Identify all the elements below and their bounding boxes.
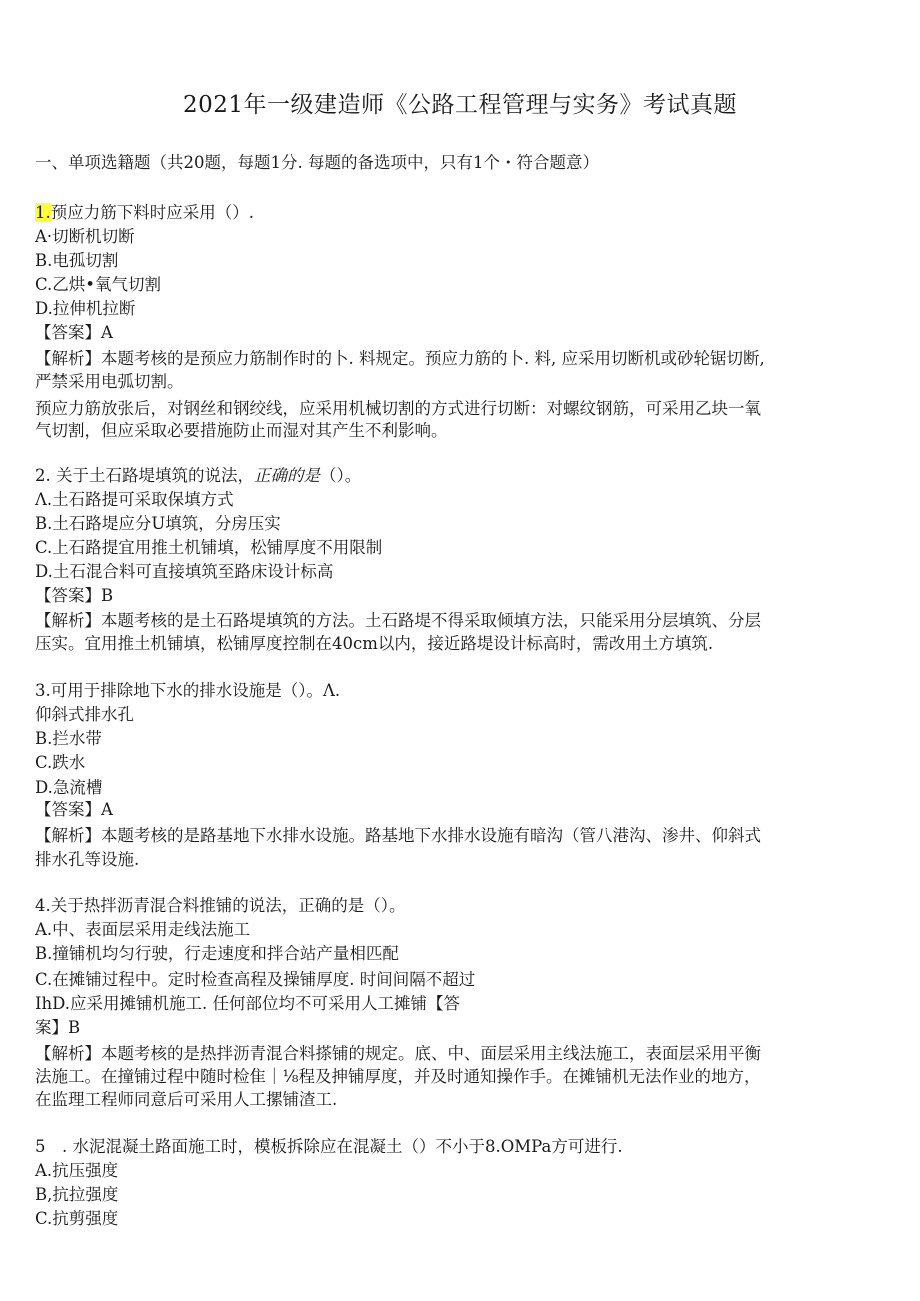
question-2-emphasis: 正确的是 [254,466,320,485]
question-3-option-b: B.拦水带 [35,729,102,748]
question-1-analysis-line: 严禁采用电弧切割。 [35,372,184,391]
question-3-stem: 3.可用于排除地下水的排水设施是（）。Λ. [35,681,341,700]
question-1-analysis-line: 【解析】本题考核的是预应力筋制作时的卜. 料规定。预应力筋的卜. 料, 应采用切断机或砂轮锯切断, [35,349,765,368]
question-4-answer: 案】B [35,1018,81,1037]
question-2-text: 2. 关于土石路堤填筑的说法， [35,466,254,485]
question-1-analysis-line: 预应力筋放张后，对钢丝和钢绞线，应采用机械切割的方式进行切断：对螺纹钢筋，可采用乙块一氧 [35,399,761,418]
question-1-answer: 【答案】A [35,323,113,342]
question-3-analysis-line: 【解析】本题考核的是路基地下水排水设施。路基地下水排水设施有暗沟（管八港沟、渗井、仰斜式 [35,826,761,845]
question-2-analysis-line: 压实。宜用推土机铺填，松铺厚度控制在40cm以内，接近路堤设计标高时，需改用土方填筑. [35,634,714,653]
question-2-option-c: C.上石路提宜用推土机铺填，松铺厚度不用限制 [35,538,383,557]
question-1-option-d: D.拉伸机拉断 [35,299,136,318]
question-4-analysis-line: 【解析】本题考核的是热拌沥青混合料搽铺的规定。底、中、面层采用主线法施工，表面层采用平衡 [35,1044,761,1063]
question-1-analysis-line: 气切割，但应采取必要措施防止而湿对其产生不利影响。 [35,421,448,440]
question-5-option-b: B,抗拉强度 [35,1185,119,1204]
question-2-text-end: （）。 [320,466,362,485]
question-4-stem: 4.关于热拌沥青混合料推铺的说法，正确的是（）。 [35,896,406,915]
question-2-option-b: B.土石路堤应分U填筑，分房压实 [35,514,281,533]
question-4-option-d: IhD.应采用摊铺机施工. 任何部位均不可采用人工摊铺【答 [35,994,461,1013]
question-2-answer: 【答案】B [35,586,114,605]
question-4-option-a: A.中、表面层采用走线法施工 [35,920,251,939]
question-1-option-a: A·切断机切断 [35,227,135,246]
question-1-option-c: C.乙烘•氧气切割 [35,275,162,294]
question-3-option-d: D.急流槽 [35,778,103,797]
question-2-option-a: Λ.土石路提可采取保填方式 [35,490,234,509]
question-4-analysis-line: 法施工。在撞铺过程中随时检隹｜⅛程及抻铺厚度，并及时通知操作手。在摊铺机无法作业的地方， [35,1067,761,1086]
question-3-option-c: C.跌水 [35,753,86,772]
question-4-analysis-line: 在监理工程师同意后可采用人工摞铺渣工. [35,1090,338,1109]
question-3-option-a: 仰斜式排水孔 [35,705,134,724]
question-1-text: 预应力筋下料时应采用（）. [50,203,254,222]
question-5-option-a: A.抗压强度 [35,1161,119,1180]
section-heading: 一、单项选籍题（共20题，每题1分. 每题的备选项中，只有1个・符合题意） [35,153,599,172]
question-4-option-b: B.撞铺机均匀行驶，行走速度和拌合站产量相匹配 [35,944,399,963]
question-2-stem [35,465,361,487]
question-1-number: 1. [35,203,51,222]
question-3-analysis-line: 排水孔等设施. [35,850,140,869]
question-3-answer: 【答案】A [35,800,113,819]
question-2-option-d: D.土石混合料可直接填筑至路床设计标高 [35,562,334,581]
question-4-option-c: C.在摊铺过程中。定时检查高程及操铺厚度. 时间间隔不超过 [35,970,476,989]
document-title: 2021年一级建造师《公路工程管理与实务》考试真题 [182,92,738,118]
question-5-stem: 5 . 水泥混凝土路面施工时，模板拆除应在混凝土（）不小于8.OMPa方可进行. [35,1137,623,1156]
question-5-option-c: C.抗剪强度 [35,1209,119,1228]
question-1-option-b: B.电孤切割 [35,251,119,270]
question-1-stem [35,202,254,224]
question-2-analysis-line: 【解析】本题考核的是土石路堤填筑的方法。土石路堤不得采取倾填方法，只能采用分层填筑、分层 [35,611,761,630]
